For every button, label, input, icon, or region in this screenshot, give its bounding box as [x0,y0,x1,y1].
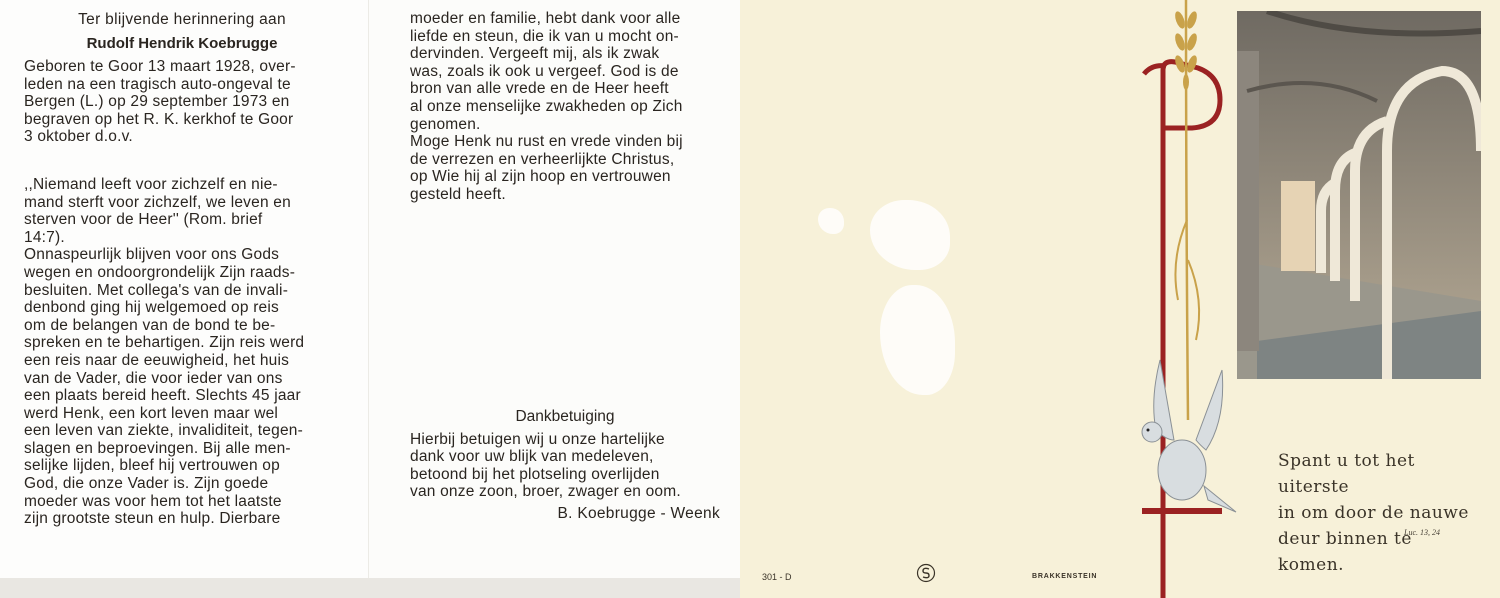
quote-line: in om door de nauwe [1278,503,1469,523]
acknowledgement-title: Dankbetuiging [515,407,615,425]
text-line: bron van alle vrede en de Heer heeft [410,80,669,98]
left-page [0,0,368,598]
text-line: de verrezen en verheerlijkte Christus, [410,150,675,168]
text-line: Moge Henk nu rust en vrede vinden bij [410,133,683,151]
paper-stain [880,285,955,395]
cross-wheat-dove-illustration [1130,0,1240,598]
continuation-text [410,10,720,204]
text-line: liefde en steun, die ik van u mocht on- [410,27,679,45]
text-line: gesteld heeft. [410,185,506,203]
text-line: denbond ging hij welgemoed op reis [24,299,279,317]
scripture-reference: Luc. 13, 24 [1404,528,1440,537]
text-line: zijn grootste steun en hulp. Dierbare [24,510,281,528]
text-line: wegen en ondoorgrondelijk Zijn raads- [24,263,296,281]
text-line: al onze menselijke zwakheden op Zich [410,97,683,115]
text-line: betoond bij het plotseling overlijden [410,465,660,483]
cloister-photograph [1237,11,1481,379]
text-line: spreken en te behartigen. Zijn reis werd [24,334,305,352]
middle-page [368,0,740,598]
card-code: 301 - D [762,572,792,582]
text-line: besluiten. Met collega's van de invali- [24,281,289,299]
text-line: moeder was voor hem tot het laatste [24,492,282,510]
text-line: leden na een tragisch auto-ongeval te [24,75,291,93]
text-line: Geboren te Goor 13 maart 1928, over- [24,58,296,75]
signature: B. Koebrugge - Weenk [557,504,720,522]
quote-line: Spant u tot het uiterste [1278,451,1415,497]
text-line: Hierbij betuigen wij u onze hartelijke [410,430,665,448]
text-line: een leven van ziekte, invaliditeit, tegen- [24,422,303,440]
text-line: werd Henk, een kort leven maar wel [24,404,279,422]
text-line: Bergen (L.) op 29 september 1973 en [24,93,290,111]
publisher-logo-icon [916,563,936,583]
text-line: mand sterft voor zichzelf, we leven en [24,193,291,211]
text-line: sterven voor de Heer'' (Rom. brief [24,211,263,229]
text-line: om de belangen van de bond te be- [24,316,276,334]
text-line: dervinden. Vergeeft mij, als ik zwak [410,45,660,63]
text-line: 3 oktober d.o.v. [24,128,133,146]
text-line: een plaats bereid heeft. Slechts 45 jaar [24,387,301,405]
scripture-quote [1278,448,1478,578]
text-line: selijke lijden, bleef hij vertrouwen op [24,457,280,475]
text-line: een reis naar de eeuwigheid, het huis [24,351,290,369]
paper-stain [870,200,950,270]
text-line: van onze zoon, broer, zwager en oom. [410,483,681,501]
deceased-name: Rudolf Hendrik Koebrugge [86,35,278,52]
paper-stain [818,208,844,234]
text-line: ,,Niemand leeft voor zichzelf en nie- [24,175,278,193]
text-line: was, zoals ik ook u vergeef. God is de [410,62,679,80]
memorial-heading: Ter blijvende herinnering aan [78,11,286,28]
text-line: van de Vader, die voor ieder van ons [24,369,283,387]
acknowledgement-text [410,431,720,501]
text-line: op Wie hij al zijn hoop en vertrouwen [410,168,671,186]
publisher-name: BRAKKENSTEIN [1032,573,1098,580]
text-line: 14:7). [24,228,65,246]
text-line: begraven op het R. K. kerkhof te Goor [24,110,294,128]
text-line: moeder en familie, hebt dank voor alle [410,10,681,27]
bio-paragraph [24,58,340,146]
reflection-text [24,176,340,528]
scan-edge [0,578,740,598]
text-line: dank voor uw blijk van medeleven, [410,448,654,466]
text-line: Onnaspeurlijk blijven voor ons Gods [24,246,280,264]
text-line: slagen en beproevingen. Bij alle men- [24,439,291,457]
text-line: God, die onze Vader is. Zijn goede [24,475,269,493]
quote-line: deur binnen te komen. [1278,529,1412,575]
text-line: genomen. [410,115,481,133]
